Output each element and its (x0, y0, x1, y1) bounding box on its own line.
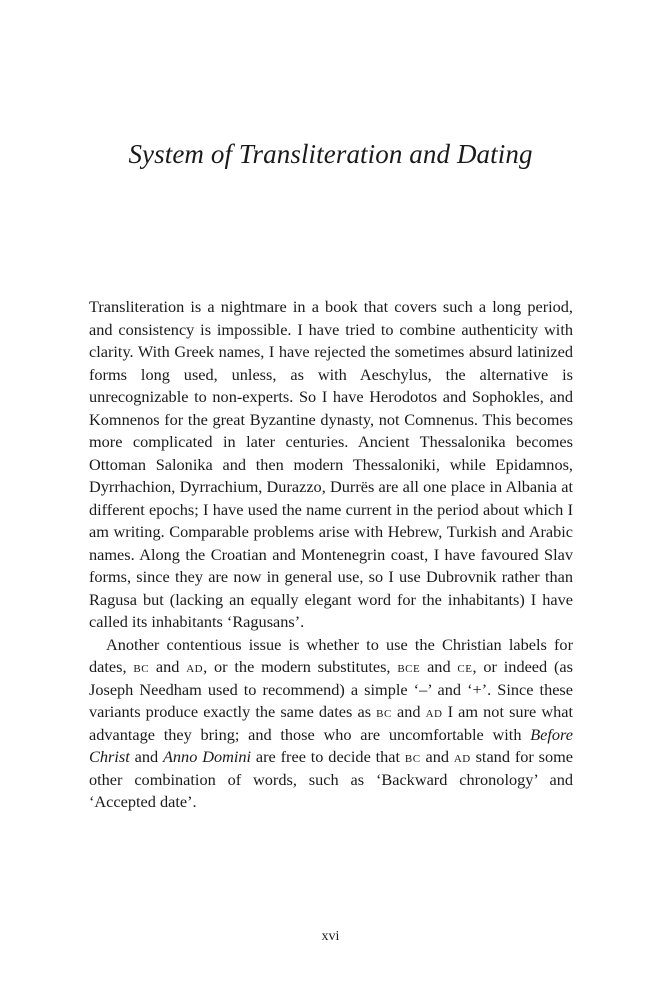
era-abbreviation-bc: bc (133, 657, 150, 676)
paragraph-1 (89, 296, 573, 634)
text-segment: and (129, 747, 163, 766)
text-segment: are free to decide that (251, 747, 405, 766)
body-text (89, 296, 573, 814)
text-segment: and (391, 702, 426, 721)
era-abbreviation-ad: ad (425, 702, 443, 721)
era-abbreviation-ad: ad (186, 657, 204, 676)
page-title: System of Transliteration and Dating (128, 139, 533, 169)
era-abbreviation-ce: ce (457, 657, 473, 676)
era-abbreviation-bce: bce (397, 657, 421, 676)
era-abbreviation-bc: bc (376, 702, 392, 721)
text-segment: stand for some other combination of words, such as ‘Backward chronology’ and ‘Accepted date’. (89, 747, 574, 811)
era-abbreviation-bc: bc (404, 747, 421, 766)
page-number: xvi (321, 929, 340, 944)
text-segment: , or indeed (as Joseph Needham used to recommend) a simple ‘–’ and ‘+’. Since these variants produce exactly the same dates as (89, 657, 573, 721)
text-segment: , or the modern substitutes, (203, 657, 398, 676)
text-segment: and (149, 657, 187, 676)
paragraph-2 (89, 634, 573, 814)
paragraph-1-text: Transliteration is a nightmare in a book that covers such a long period, and consistency is impossible. I have tried to combine authenticity with clarity. With Greek names, I have rejected the sometimes absurd latinized forms long used, unless, as with Aeschylus, the alternative is unrecognizable to non-experts. So I have Herodotos and Sophokles, and Komnenos for the great Byzantine dynasty, not Comnenus. This becomes more complicated in later centuries. Ancient Thessalonika becomes Ottoman Salonika and then modern Thessaloniki, while Epidamnos, Dyrrhachion, Dyrrachium, Durazzo, Durrës are all one place in Albania at different epochs; I have used the name current in the period about which I am writing. Comparable problems arise with Hebrew, Turkish and Arabic names. Along the Croatian and Montenegrin coast, I have favoured Slav forms, since they are now in general use, so I use Dubrovnik rather than Ragusa but (lacking an equally elegant word for the inhabitants) I have called its inhabitants ‘Ragusans’. (89, 297, 573, 631)
italic-phrase-before-christ: Before Christ (89, 724, 573, 766)
text-segment: and (420, 747, 454, 766)
italic-phrase-anno-domini: Anno Domini (162, 747, 252, 766)
text-segment: I am not sure what advantage they bring; and those who are uncomfortable with (89, 702, 573, 744)
text-segment: and (420, 657, 458, 676)
era-abbreviation-ad: ad (453, 747, 471, 766)
text-segment: Another contentious issue is whether to use the Christian labels for dates, (89, 634, 573, 676)
